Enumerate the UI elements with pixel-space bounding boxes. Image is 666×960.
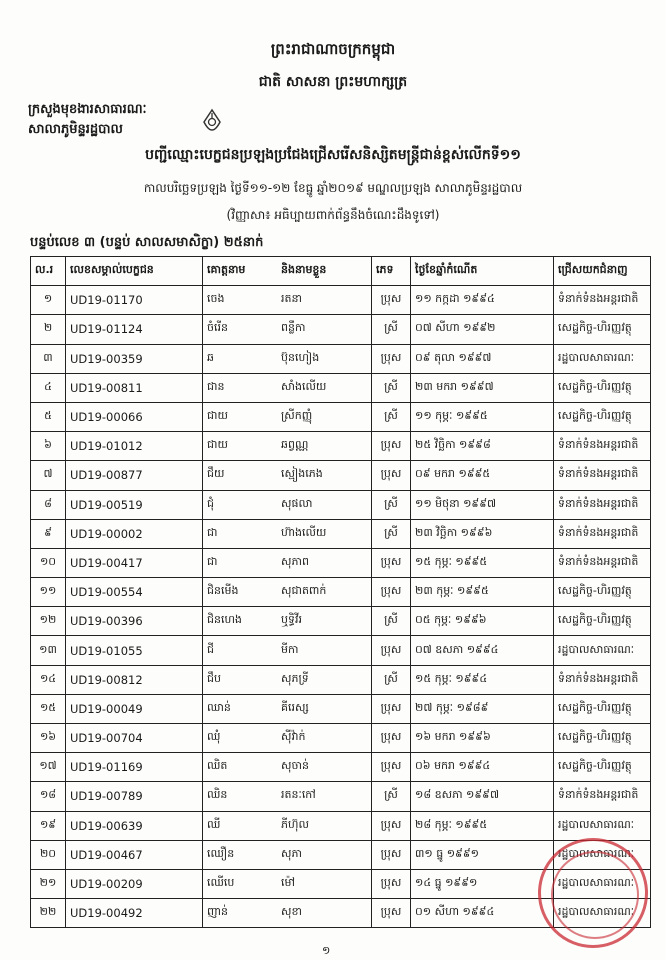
cell-choice: ទំនាក់ទំនងអន្តរជាតិ xyxy=(554,519,651,548)
cell-no: ២០ xyxy=(31,840,66,869)
cell-family-name: ឈុំ xyxy=(203,724,278,753)
cell-choice: សេដ្ឋកិច្ច-ហិរញ្ញវត្ថុ xyxy=(554,402,651,431)
cell-sex: ប្រុស xyxy=(372,286,411,315)
cell-dob: ២៧ កុម្ភៈ ១៩៨៩ xyxy=(411,694,554,723)
cell-given-name: ឆព្វណ្ណ xyxy=(277,432,372,461)
cell-sex: ប្រុស xyxy=(372,899,411,928)
cell-dob: ៣១ ធ្នូ ១៩៩១ xyxy=(411,840,554,869)
table-row xyxy=(31,607,651,636)
cell-family-name: ជាយ xyxy=(203,402,278,431)
kingdom-heading: ព្រះរាជាណាចក្រកម្ពុជា xyxy=(270,40,396,58)
table-row xyxy=(31,373,651,402)
cell-no: ១៨ xyxy=(31,782,66,811)
cell-dob: ០៧ ឧសភា ១៩៩៤ xyxy=(411,636,554,665)
cell-family-name: ជុំ xyxy=(203,490,278,519)
table-row xyxy=(31,724,651,753)
table-row xyxy=(31,461,651,490)
cell-sex: ប្រុស xyxy=(372,636,411,665)
cell-id: UD19-01170 xyxy=(66,286,203,315)
cell-given-name: មីកា xyxy=(277,636,372,665)
ministry-name: ក្រសួងមុខងារសាធារណៈ xyxy=(28,102,147,117)
cell-sex: ប្រុស xyxy=(372,578,411,607)
table-row xyxy=(31,315,651,344)
cell-dob: ២៨ កុម្ភៈ ១៩៩៥ xyxy=(411,811,554,840)
cell-given-name: សុភា xyxy=(277,840,372,869)
cell-id: UD19-01169 xyxy=(66,753,203,782)
cell-dob: ០៦ មករា ១៩៩៤ xyxy=(411,753,554,782)
cell-family-name: ឈិន xyxy=(203,782,278,811)
header-sex: ភេទ xyxy=(372,257,411,286)
cell-dob: ០៩ មករា ១៩៩៥ xyxy=(411,461,554,490)
cell-choice: ទំនាក់ទំនងអន្តរជាតិ xyxy=(554,461,651,490)
header-no: ល.រ xyxy=(31,257,66,286)
header-dob: ថ្ងៃខែឆ្នាំកំណើត xyxy=(411,257,554,286)
cell-no: ១ xyxy=(31,286,66,315)
cell-id: UD19-00519 xyxy=(66,490,203,519)
cell-no: ៨ xyxy=(31,490,66,519)
cell-id: UD19-00811 xyxy=(66,373,203,402)
table-row xyxy=(31,519,651,548)
table-row xyxy=(31,432,651,461)
cell-no: ៧ xyxy=(31,461,66,490)
cell-choice: ទំនាក់ទំនងអន្តរជាតិ xyxy=(554,665,651,694)
cell-no: ១៧ xyxy=(31,753,66,782)
cell-family-name: ជាន xyxy=(203,373,278,402)
cell-given-name: ភីហ៊ុល xyxy=(277,811,372,840)
cell-sex: ស្រី xyxy=(372,315,411,344)
cell-choice: រដ្ឋបាលសាធារណៈ xyxy=(554,344,651,373)
cell-dob: ០៩ តុលា ១៩៩៧ xyxy=(411,344,554,373)
cell-sex: ស្រី xyxy=(372,373,411,402)
cell-choice: សេដ្ឋកិច្ច-ហិរញ្ញវត្ថុ xyxy=(554,578,651,607)
official-stamp xyxy=(538,838,648,948)
cell-family-name: ជិនហេង xyxy=(203,607,278,636)
cell-given-name: ប៊ុនហៀង xyxy=(277,344,372,373)
cell-given-name: ពន្លឺកា xyxy=(277,315,372,344)
cell-given-name: សុភទ្រី xyxy=(277,665,372,694)
cell-given-name: ហ៊ាងលើយ xyxy=(277,519,372,548)
cell-family-name: ឆ xyxy=(203,344,278,373)
cell-dob: ០៥ កុម្ភៈ ១៩៩៦ xyxy=(411,607,554,636)
cell-choice: ទំនាក់ទំនងអន្តរជាតិ xyxy=(554,782,651,811)
cell-id: UD19-01055 xyxy=(66,636,203,665)
document-title: បញ្ជីឈ្មោះបេក្ខជនប្រឡងប្រជែងជ្រើសរើសនិស្សិតមន្ត្រីជាន់ខ្ពស់លើកទី១១ xyxy=(145,147,521,163)
cell-given-name: សុភាព xyxy=(277,548,372,577)
cell-sex: ប្រុស xyxy=(372,840,411,869)
cell-sex: ស្រី xyxy=(372,519,411,548)
cell-family-name: ឈឿន xyxy=(203,840,278,869)
cell-family-name: ជឹប xyxy=(203,665,278,694)
cell-choice: សេដ្ឋកិច្ច-ហិរញ្ញវត្ថុ xyxy=(554,373,651,402)
cell-id: UD19-00554 xyxy=(66,578,203,607)
cell-choice: ទំនាក់ទំនងអន្តរជាតិ xyxy=(554,286,651,315)
cell-dob: ១១ កុម្ភៈ ១៩៩៥ xyxy=(411,402,554,431)
table-row xyxy=(31,694,651,723)
table-row xyxy=(31,665,651,694)
cell-family-name: ចំរើន xyxy=(203,315,278,344)
cell-family-name: ឈិត xyxy=(203,753,278,782)
cell-dob: ២៥ វិច្ឆិកា ១៩៩៨ xyxy=(411,432,554,461)
cell-given-name: សុខា xyxy=(277,899,372,928)
cell-sex: ប្រុស xyxy=(372,869,411,898)
cell-id: UD19-00812 xyxy=(66,665,203,694)
cell-family-name: ជឹយ xyxy=(203,461,278,490)
cell-sex: ស្រី xyxy=(372,607,411,636)
cell-id: UD19-00002 xyxy=(66,519,203,548)
page-number: ១ xyxy=(322,944,331,957)
cell-id: UD19-00639 xyxy=(66,811,203,840)
header-family-name: គោត្តនាម xyxy=(203,257,278,286)
table-row xyxy=(31,344,651,373)
cell-family-name: ឈី xyxy=(203,811,278,840)
cell-sex: ប្រុស xyxy=(372,344,411,373)
cell-no: ១៥ xyxy=(31,694,66,723)
table-row xyxy=(31,811,651,840)
cell-id: UD19-00877 xyxy=(66,461,203,490)
cell-choice: សេដ្ឋកិច្ច-ហិរញ្ញវត្ថុ xyxy=(554,607,651,636)
cell-no: ១៤ xyxy=(31,665,66,694)
cell-id: UD19-00467 xyxy=(66,840,203,869)
cell-dob: ១១ កក្កដា ១៩៩៤ xyxy=(411,286,554,315)
school-emblem-icon xyxy=(200,108,224,138)
cell-no: ៥ xyxy=(31,402,66,431)
motto-heading: ជាតិ សាសនា ព្រះមហាក្សត្រ xyxy=(258,74,408,90)
cell-sex: ប្រុស xyxy=(372,694,411,723)
cell-sex: ស្រី xyxy=(372,665,411,694)
cell-no: ១៣ xyxy=(31,636,66,665)
cell-given-name: រតនា xyxy=(277,286,372,315)
cell-given-name: ស្រីកញ្ញុំ xyxy=(277,402,372,431)
cell-sex: ប្រុស xyxy=(372,753,411,782)
cell-no: ៦ xyxy=(31,432,66,461)
cell-id: UD19-00704 xyxy=(66,724,203,753)
cell-dob: ២៣ កុម្ភៈ ១៩៩៥ xyxy=(411,578,554,607)
cell-no: ២២ xyxy=(31,899,66,928)
cell-choice: រដ្ឋបាលសាធារណៈ xyxy=(554,811,651,840)
cell-family-name: ជា xyxy=(203,519,278,548)
cell-family-name: ជាយ xyxy=(203,432,278,461)
room-label: បន្ទប់លេខ ៣ (បន្ទប់ សាលសមាសិក្ខា) ២៥នាក់ xyxy=(30,235,264,250)
cell-dob: ១៨ ឧសភា ១៩៩៧ xyxy=(411,782,554,811)
cell-choice: សេដ្ឋកិច្ច-ហិរញ្ញវត្ថុ xyxy=(554,753,651,782)
cell-dob: ១៦ មករា ១៩៩៦ xyxy=(411,724,554,753)
header-given-name: និងនាមខ្លួន xyxy=(277,257,372,286)
cell-sex: ប្រុស xyxy=(372,724,411,753)
cell-sex: ប្រុស xyxy=(372,432,411,461)
cell-dob: ១៥ កុម្ភៈ ១៩៩៤ xyxy=(411,665,554,694)
cell-no: ២១ xyxy=(31,869,66,898)
cell-sex: ស្រី xyxy=(372,490,411,519)
candidate-table xyxy=(30,256,651,928)
cell-family-name: ឈើបេ xyxy=(203,869,278,898)
cell-no: ៩ xyxy=(31,519,66,548)
cell-given-name: ម៉ៅ xyxy=(277,869,372,898)
cell-dob: ១៤ ធ្នូ ១៩៩១ xyxy=(411,869,554,898)
cell-choice: ទំនាក់ទំនងអន្តរជាតិ xyxy=(554,490,651,519)
header-id: លេខសម្គាល់បេក្ខជន xyxy=(66,257,203,286)
cell-family-name: ឈាន់ xyxy=(203,694,278,723)
cell-family-name: ជា xyxy=(203,548,278,577)
cell-no: ១០ xyxy=(31,548,66,577)
cell-given-name: សុចាន់ xyxy=(277,753,372,782)
cell-given-name: ស្មៀងភេង xyxy=(277,461,372,490)
table-row xyxy=(31,402,651,431)
cell-id: UD19-00396 xyxy=(66,607,203,636)
cell-id: UD19-00209 xyxy=(66,869,203,898)
cell-sex: ប្រុស xyxy=(372,548,411,577)
cell-dob: ០៧ សីហា ១៩៩២ xyxy=(411,315,554,344)
cell-choice: ទំនាក់ទំនងអន្តរជាតិ xyxy=(554,432,651,461)
issuer-block xyxy=(28,100,147,140)
cell-given-name: ស៊ីវ៉ាក់ xyxy=(277,724,372,753)
cell-no: ៤ xyxy=(31,373,66,402)
cell-family-name: ញាន់ xyxy=(203,899,278,928)
cell-no: ១១ xyxy=(31,578,66,607)
cell-given-name: រតនៈកៅ xyxy=(277,782,372,811)
cell-id: UD19-00066 xyxy=(66,402,203,431)
exam-date-line: កាលបរិច្ឆេទប្រឡង ថ្ងៃទី១១-១២ ខែធ្នូ ឆ្នាំ២០១៩ មណ្ឌលប្រឡង សាលាភូមិន្ទរដ្ឋបាល xyxy=(143,181,523,195)
cell-given-name: សុជាតពាក់ xyxy=(277,578,372,607)
subject-line: (វិញ្ញាសា៖ អធិប្បាយពាក់ព័ន្ធនឹងចំណេះដឹងទូទៅ) xyxy=(226,208,440,222)
cell-id: UD19-00049 xyxy=(66,694,203,723)
cell-choice: ទំនាក់ទំនងអន្តរជាតិ xyxy=(554,548,651,577)
cell-choice: រដ្ឋបាលសាធារណៈ xyxy=(554,869,651,898)
cell-choice: រដ្ឋបាលសាធារណៈ xyxy=(554,636,651,665)
table-row xyxy=(31,636,651,665)
cell-given-name: សាំងលើយ xyxy=(277,373,372,402)
table-row xyxy=(31,782,651,811)
table-row xyxy=(31,490,651,519)
cell-choice: រដ្ឋបាលសាធារណៈ xyxy=(554,899,651,928)
cell-family-name: ជិនមើង xyxy=(203,578,278,607)
cell-id: UD19-01012 xyxy=(66,432,203,461)
cell-id: UD19-00359 xyxy=(66,344,203,373)
cell-choice: សេដ្ឋកិច្ច-ហិរញ្ញវត្ថុ xyxy=(554,694,651,723)
cell-id: UD19-01124 xyxy=(66,315,203,344)
cell-family-name: ចេង xyxy=(203,286,278,315)
table-row xyxy=(31,753,651,782)
cell-given-name: គីរេស្ស xyxy=(277,694,372,723)
header-choice: ជ្រើសយកជំនាញ xyxy=(554,257,651,286)
cell-sex: ប្រុស xyxy=(372,811,411,840)
cell-given-name: ឬទ្ធិវីរ xyxy=(277,607,372,636)
cell-id: UD19-00417 xyxy=(66,548,203,577)
cell-no: ១២ xyxy=(31,607,66,636)
cell-no: ៣ xyxy=(31,344,66,373)
cell-dob: ១១ មិថុនា ១៩៩៧ xyxy=(411,490,554,519)
cell-no: ១៦ xyxy=(31,724,66,753)
cell-sex: ស្រី xyxy=(372,782,411,811)
cell-dob: ២៣ មករា ១៩៩៧ xyxy=(411,373,554,402)
cell-family-name: ជី xyxy=(203,636,278,665)
cell-no: ១៩ xyxy=(31,811,66,840)
cell-choice: សេដ្ឋកិច្ច-ហិរញ្ញវត្ថុ xyxy=(554,315,651,344)
cell-dob: ១៥ កុម្ភៈ ១៩៩៥ xyxy=(411,548,554,577)
cell-choice: សេដ្ឋកិច្ច-ហិរញ្ញវត្ថុ xyxy=(554,724,651,753)
table-row xyxy=(31,548,651,577)
cell-dob: ០១ សីហា ១៩៩៤ xyxy=(411,899,554,928)
cell-dob: ២៣ វិច្ឆិកា ១៩៩៦ xyxy=(411,519,554,548)
table-row xyxy=(31,578,651,607)
table-header-row xyxy=(31,257,651,286)
cell-id: UD19-00789 xyxy=(66,782,203,811)
cell-choice: រដ្ឋបាលសាធារណៈ xyxy=(554,840,651,869)
cell-id: UD19-00492 xyxy=(66,899,203,928)
cell-sex: ស្រី xyxy=(372,402,411,431)
cell-sex: ប្រុស xyxy=(372,461,411,490)
cell-no: ២ xyxy=(31,315,66,344)
cell-given-name: សុផលា xyxy=(277,490,372,519)
school-name: សាលាភូមិន្ទរដ្ឋបាល xyxy=(28,122,123,137)
table-row xyxy=(31,286,651,315)
